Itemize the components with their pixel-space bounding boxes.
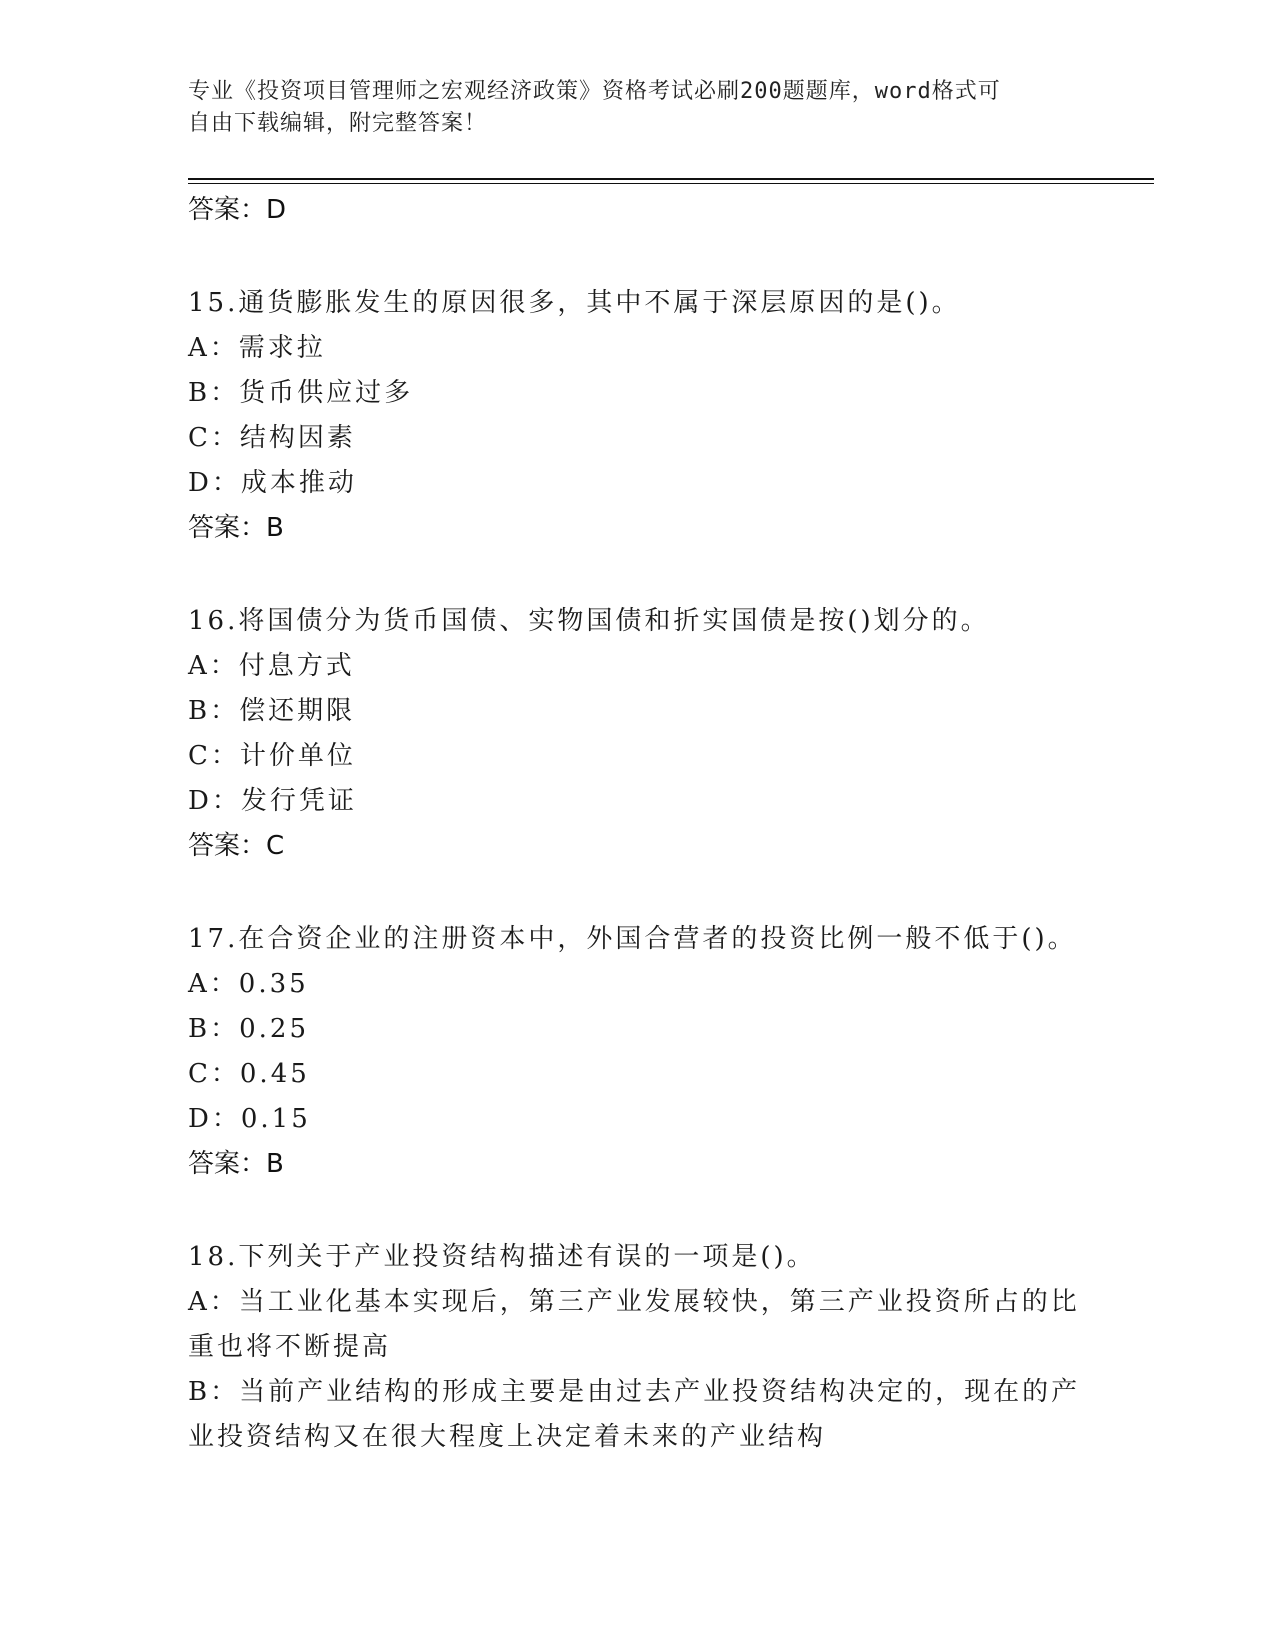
question-list xyxy=(188,188,1088,1460)
spacer xyxy=(188,869,1088,917)
option-b: B：当前产业结构的形成主要是由过去产业投资结构决定的，现在的产业投资结构又在很大程度上决定着未来的产业结构 xyxy=(188,1377,1081,1452)
question-16 xyxy=(188,599,1088,869)
answer-line: 答案：B xyxy=(188,513,284,543)
option-c: C：结构因素 xyxy=(188,423,356,453)
option-c: C：计价单位 xyxy=(188,741,356,771)
header-line-2: 自由下载编辑，附完整答案！ xyxy=(188,111,488,136)
option-b: B：0.25 xyxy=(188,1014,309,1044)
spacer xyxy=(188,233,1088,281)
option-a: A：0.35 xyxy=(188,969,309,999)
answer-line: 答案：C xyxy=(188,831,285,861)
question-stem: 16.将国债分为货币国债、实物国债和折实国债是按()划分的。 xyxy=(188,606,990,636)
option-a: A：付息方式 xyxy=(188,651,355,681)
page-header xyxy=(188,76,1088,140)
header-line-1: 专业《投资项目管理师之宏观经济政策》资格考试必刷200题题库，word格式可 xyxy=(188,79,1001,104)
option-c: C：0.45 xyxy=(188,1059,310,1089)
question-18 xyxy=(188,1235,1088,1460)
option-d: D：发行凭证 xyxy=(188,786,357,816)
option-a: A：当工业化基本实现后，第三产业发展较快，第三产业投资所占的比重也将不断提高 xyxy=(188,1287,1080,1362)
option-b: B：货币供应过多 xyxy=(188,378,414,408)
question-17 xyxy=(188,917,1088,1187)
option-d: D：成本推动 xyxy=(188,468,357,498)
answer-line: 答案：B xyxy=(188,1149,284,1179)
option-a: A：需求拉 xyxy=(188,333,326,363)
question-15 xyxy=(188,281,1088,551)
spacer xyxy=(188,551,1088,599)
question-stem: 18.下列关于产业投资结构描述有误的一项是()。 xyxy=(188,1242,816,1272)
question-stem: 17.在合资企业的注册资本中，外国合营者的投资比例一般不低于()。 xyxy=(188,924,1077,954)
answer-line: 答案：D xyxy=(188,195,287,225)
spacer xyxy=(188,1187,1088,1235)
header-divider xyxy=(188,178,1154,184)
option-b: B：偿还期限 xyxy=(188,696,356,726)
question-stem: 15.通货膨胀发生的原因很多，其中不属于深层原因的是()。 xyxy=(188,288,961,318)
option-d: D：0.15 xyxy=(188,1104,311,1134)
